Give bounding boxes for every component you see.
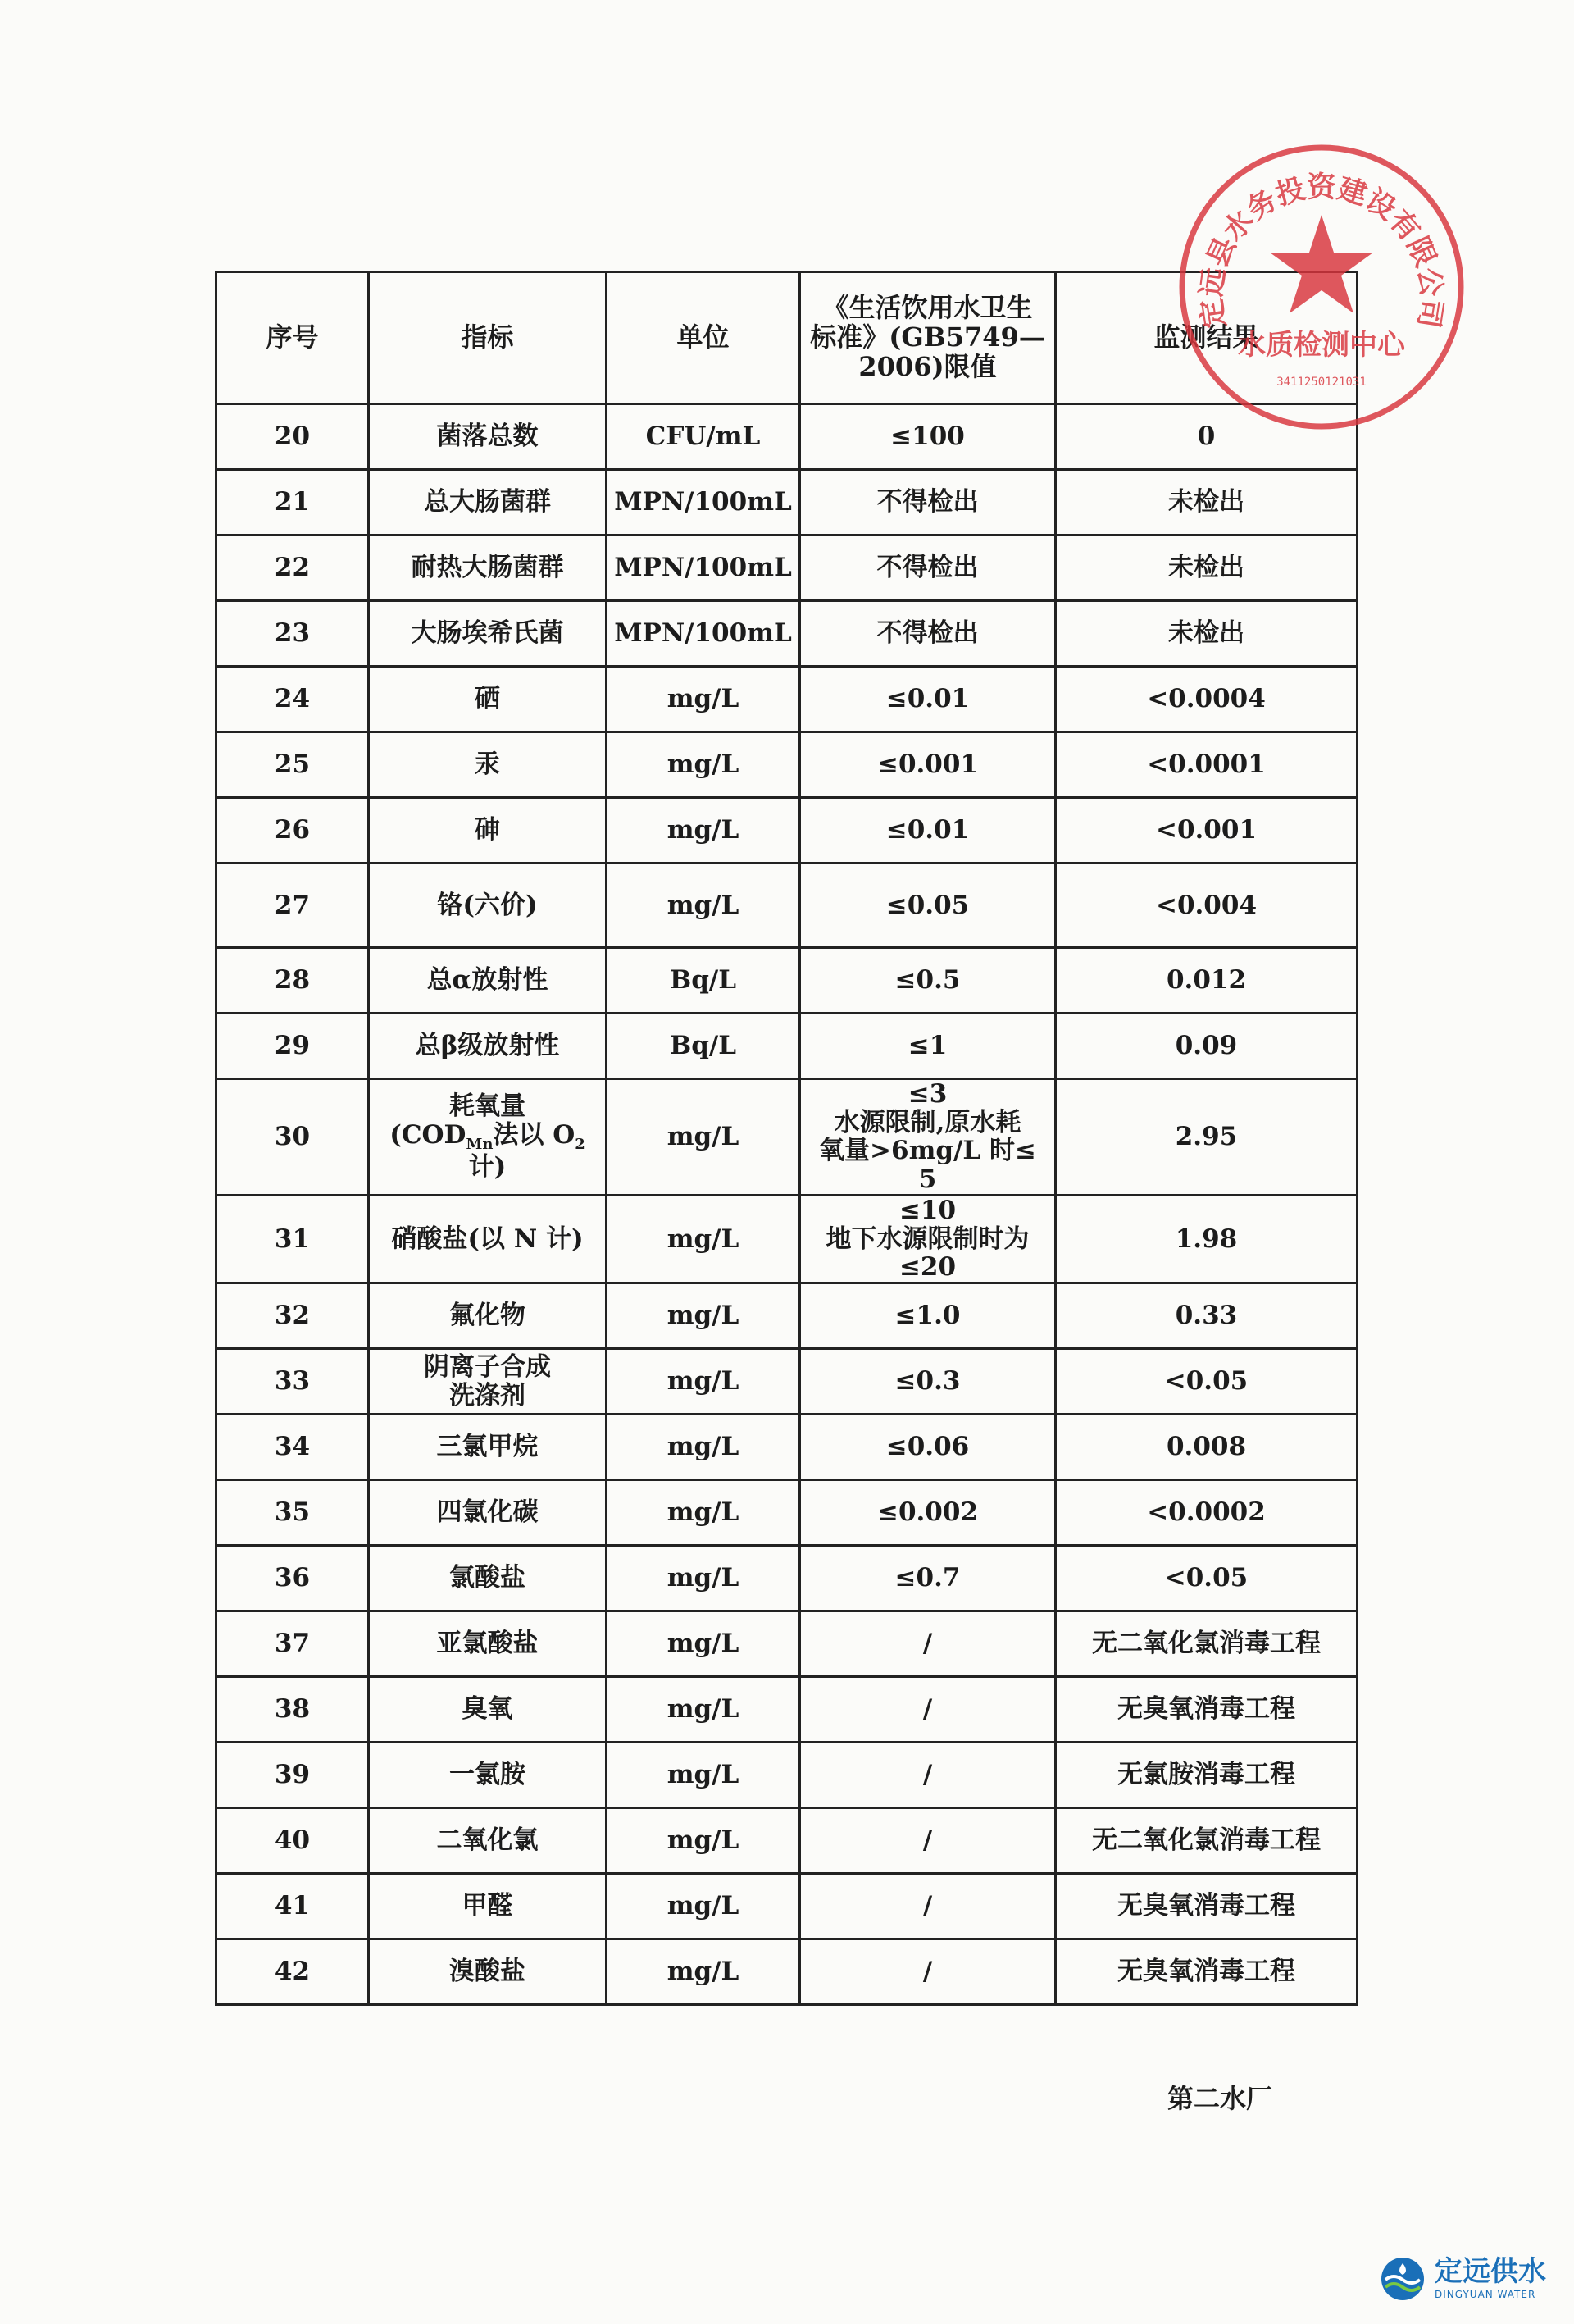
row-unit: mg/L bbox=[607, 1283, 800, 1349]
logo-name-en: DINGYUAN WATER bbox=[1435, 2289, 1536, 2300]
row-result: <0.0004 bbox=[1056, 667, 1358, 732]
row-limit: / bbox=[800, 1939, 1056, 2005]
row-unit: Bq/L bbox=[607, 948, 800, 1014]
row-unit: mg/L bbox=[607, 1415, 800, 1480]
row-result: 0.008 bbox=[1056, 1415, 1358, 1480]
limit-line3: 氧量>6mg/L 时≤ bbox=[819, 1136, 1036, 1166]
row-limit: ≤1.0 bbox=[800, 1283, 1056, 1349]
row-result: 0 bbox=[1056, 404, 1358, 470]
table-row bbox=[216, 1283, 1358, 1349]
row-index: 36 bbox=[216, 1546, 369, 1611]
indicator-line1: 阴离子合成 bbox=[424, 1351, 551, 1382]
row-limit: ≤0.002 bbox=[800, 1480, 1056, 1546]
row-limit: ≤0.01 bbox=[800, 667, 1056, 732]
row-result: <0.0002 bbox=[1056, 1480, 1358, 1546]
official-seal-stamp bbox=[1174, 139, 1469, 435]
row-limit: 不得检出 bbox=[800, 535, 1056, 601]
row-index: 20 bbox=[216, 404, 369, 470]
row-indicator: 总α放射性 bbox=[369, 948, 607, 1014]
row-unit: mg/L bbox=[607, 667, 800, 732]
table-row bbox=[216, 1743, 1358, 1808]
row-limit: ≤0.01 bbox=[800, 798, 1056, 864]
row-unit: MPN/100mL bbox=[607, 601, 800, 667]
row-result: 2.95 bbox=[1056, 1079, 1358, 1196]
row-result: 无二氧化氯消毒工程 bbox=[1056, 1808, 1358, 1874]
row-result: 无二氧化氯消毒工程 bbox=[1056, 1611, 1358, 1677]
row-unit: mg/L bbox=[607, 1939, 800, 2005]
row-index: 42 bbox=[216, 1939, 369, 2005]
row-limit: / bbox=[800, 1743, 1056, 1808]
row-unit: mg/L bbox=[607, 798, 800, 864]
row-unit: mg/L bbox=[607, 1677, 800, 1743]
row-result: 未检出 bbox=[1056, 470, 1358, 535]
row-unit: Bq/L bbox=[607, 1014, 800, 1079]
table-row bbox=[216, 1808, 1358, 1874]
water-drop-logo-icon bbox=[1379, 2255, 1426, 2303]
row-result: <0.05 bbox=[1056, 1546, 1358, 1611]
row-unit: mg/L bbox=[607, 1743, 800, 1808]
header-limit-line3: 2006)限值 bbox=[858, 350, 997, 382]
row-indicator: 四氯化碳 bbox=[369, 1480, 607, 1546]
row-result: 无氯胺消毒工程 bbox=[1056, 1743, 1358, 1808]
indicator-text-cod: (COD bbox=[389, 1119, 466, 1150]
row-indicator: 铬(六价) bbox=[369, 864, 607, 948]
row-indicator: 二氧化氯 bbox=[369, 1808, 607, 1874]
header-index: 序号 bbox=[216, 272, 369, 404]
row-indicator: 氟化物 bbox=[369, 1283, 607, 1349]
limit-line1: ≤10 bbox=[898, 1195, 957, 1225]
table-row bbox=[216, 470, 1358, 535]
limit-line2: 地下水源限制时为 bbox=[826, 1224, 1030, 1254]
row-unit: mg/L bbox=[607, 1611, 800, 1677]
row-index: 27 bbox=[216, 864, 369, 948]
table-row bbox=[216, 1677, 1358, 1743]
row-index: 26 bbox=[216, 798, 369, 864]
row-result: 未检出 bbox=[1056, 601, 1358, 667]
row-index: 25 bbox=[216, 732, 369, 798]
row-result: 无臭氧消毒工程 bbox=[1056, 1939, 1358, 2005]
row-indicator: 氯酸盐 bbox=[369, 1546, 607, 1611]
plant-name: 第二水厂 bbox=[1167, 2083, 1273, 2114]
row-indicator: 总大肠菌群 bbox=[369, 470, 607, 535]
logo-name-cn: 定远供水 bbox=[1435, 2255, 1546, 2288]
row-indicator: 总β级放射性 bbox=[369, 1014, 607, 1079]
row-limit: ≤1 bbox=[800, 1014, 1056, 1079]
limit-line3: ≤20 bbox=[898, 1252, 957, 1283]
row-indicator: 硒 bbox=[369, 667, 607, 732]
row-limit: ≤0.3 bbox=[800, 1349, 1056, 1415]
row-limit bbox=[800, 1079, 1056, 1196]
row-indicator: 大肠埃希氏菌 bbox=[369, 601, 607, 667]
row-result: 0.012 bbox=[1056, 948, 1358, 1014]
indicator-subscript-mn: Mn bbox=[466, 1135, 494, 1153]
table-row bbox=[216, 732, 1358, 798]
row-unit: mg/L bbox=[607, 864, 800, 948]
row-index: 40 bbox=[216, 1808, 369, 1874]
table-row bbox=[216, 864, 1358, 948]
indicator-line2 bbox=[375, 1121, 600, 1153]
row-limit: ≤0.05 bbox=[800, 864, 1056, 948]
indicator-text-method: 法以 O bbox=[493, 1119, 575, 1150]
water-quality-table bbox=[215, 271, 1358, 2006]
limit-line4: 5 bbox=[918, 1164, 937, 1195]
row-unit: mg/L bbox=[607, 1546, 800, 1611]
row-index: 24 bbox=[216, 667, 369, 732]
header-limit-line2: 标准》(GB5749— bbox=[810, 321, 1045, 353]
row-limit bbox=[800, 1195, 1056, 1283]
header-limit-line1: 《生活饮用水卫生 bbox=[822, 292, 1033, 324]
row-indicator bbox=[369, 1349, 607, 1415]
table-row bbox=[216, 1415, 1358, 1480]
company-logo bbox=[1379, 2255, 1546, 2303]
row-result: 未检出 bbox=[1056, 535, 1358, 601]
row-index: 38 bbox=[216, 1677, 369, 1743]
row-unit: mg/L bbox=[607, 1349, 800, 1415]
row-indicator: 溴酸盐 bbox=[369, 1939, 607, 2005]
seal-star-icon bbox=[1270, 215, 1373, 313]
seal-outer-text: 定远县水务投资建设有限公司 bbox=[1194, 170, 1449, 330]
row-index: 21 bbox=[216, 470, 369, 535]
row-index: 32 bbox=[216, 1283, 369, 1349]
row-indicator: 汞 bbox=[369, 732, 607, 798]
row-index: 41 bbox=[216, 1874, 369, 1939]
row-unit: mg/L bbox=[607, 1079, 800, 1196]
indicator-line2: 洗涤剂 bbox=[449, 1380, 525, 1410]
row-indicator: 三氯甲烷 bbox=[369, 1415, 607, 1480]
header-limit bbox=[800, 272, 1056, 404]
header-result: 监测结果 bbox=[1056, 272, 1358, 404]
row-limit: ≤100 bbox=[800, 404, 1056, 470]
row-result: 0.09 bbox=[1056, 1014, 1358, 1079]
row-index: 31 bbox=[216, 1195, 369, 1283]
row-result: <0.05 bbox=[1056, 1349, 1358, 1415]
row-indicator: 臭氧 bbox=[369, 1677, 607, 1743]
seal-inner-text: 水质检测中心 bbox=[1238, 329, 1405, 362]
header-indicator: 指标 bbox=[369, 272, 607, 404]
row-limit: 不得检出 bbox=[800, 601, 1056, 667]
row-result: <0.001 bbox=[1056, 798, 1358, 864]
limit-line1: ≤3 bbox=[908, 1079, 948, 1109]
table-row bbox=[216, 1546, 1358, 1611]
row-limit: ≤0.5 bbox=[800, 948, 1056, 1014]
table-row bbox=[216, 1349, 1358, 1415]
row-unit: CFU/mL bbox=[607, 404, 800, 470]
row-unit: MPN/100mL bbox=[607, 535, 800, 601]
row-limit: / bbox=[800, 1611, 1056, 1677]
limit-line2: 水源限制,原水耗 bbox=[834, 1107, 1021, 1137]
row-index: 23 bbox=[216, 601, 369, 667]
row-index: 37 bbox=[216, 1611, 369, 1677]
row-limit: / bbox=[800, 1874, 1056, 1939]
row-limit: / bbox=[800, 1677, 1056, 1743]
row-indicator: 菌落总数 bbox=[369, 404, 607, 470]
table-row bbox=[216, 1874, 1358, 1939]
row-limit: / bbox=[800, 1808, 1056, 1874]
table-row bbox=[216, 1939, 1358, 2005]
header-unit: 单位 bbox=[607, 272, 800, 404]
row-index: 35 bbox=[216, 1480, 369, 1546]
row-unit: MPN/100mL bbox=[607, 470, 800, 535]
row-indicator: 亚氯酸盐 bbox=[369, 1611, 607, 1677]
row-result: 无臭氧消毒工程 bbox=[1056, 1874, 1358, 1939]
row-unit: mg/L bbox=[607, 1195, 800, 1283]
table-row bbox=[216, 948, 1358, 1014]
row-index: 34 bbox=[216, 1415, 369, 1480]
row-indicator bbox=[369, 1079, 607, 1196]
row-limit: ≤0.06 bbox=[800, 1415, 1056, 1480]
row-unit: mg/L bbox=[607, 1480, 800, 1546]
table-row bbox=[216, 798, 1358, 864]
table-row bbox=[216, 535, 1358, 601]
row-index: 29 bbox=[216, 1014, 369, 1079]
row-indicator: 硝酸盐(以 N 计) bbox=[369, 1195, 607, 1283]
row-index: 22 bbox=[216, 535, 369, 601]
table-row bbox=[216, 1611, 1358, 1677]
row-result: 无臭氧消毒工程 bbox=[1056, 1677, 1358, 1743]
table-row bbox=[216, 1079, 1358, 1196]
row-indicator: 耐热大肠菌群 bbox=[369, 535, 607, 601]
table-row bbox=[216, 1195, 1358, 1283]
row-index: 28 bbox=[216, 948, 369, 1014]
row-index: 30 bbox=[216, 1079, 369, 1196]
row-indicator: 一氯胺 bbox=[369, 1743, 607, 1808]
table-row bbox=[216, 1014, 1358, 1079]
row-limit: ≤0.001 bbox=[800, 732, 1056, 798]
row-index: 33 bbox=[216, 1349, 369, 1415]
table-row bbox=[216, 667, 1358, 732]
table-row bbox=[216, 1480, 1358, 1546]
seal-serial-number: 3411250121031 bbox=[1276, 376, 1367, 389]
row-result: <0.0001 bbox=[1056, 732, 1358, 798]
row-limit: 不得检出 bbox=[800, 470, 1056, 535]
row-result: 0.33 bbox=[1056, 1283, 1358, 1349]
row-unit: mg/L bbox=[607, 1874, 800, 1939]
row-limit: ≤0.7 bbox=[800, 1546, 1056, 1611]
indicator-subscript-2: 2 bbox=[575, 1135, 585, 1153]
table-row bbox=[216, 601, 1358, 667]
row-unit: mg/L bbox=[607, 1808, 800, 1874]
row-result: <0.004 bbox=[1056, 864, 1358, 948]
row-indicator: 甲醛 bbox=[369, 1874, 607, 1939]
row-indicator: 砷 bbox=[369, 798, 607, 864]
indicator-line1: 耗氧量 bbox=[449, 1091, 525, 1122]
row-result: 1.98 bbox=[1056, 1195, 1358, 1283]
row-index: 39 bbox=[216, 1743, 369, 1808]
logo-text-block bbox=[1435, 2255, 1546, 2300]
indicator-line4: 计) bbox=[468, 1152, 507, 1183]
row-unit: mg/L bbox=[607, 732, 800, 798]
